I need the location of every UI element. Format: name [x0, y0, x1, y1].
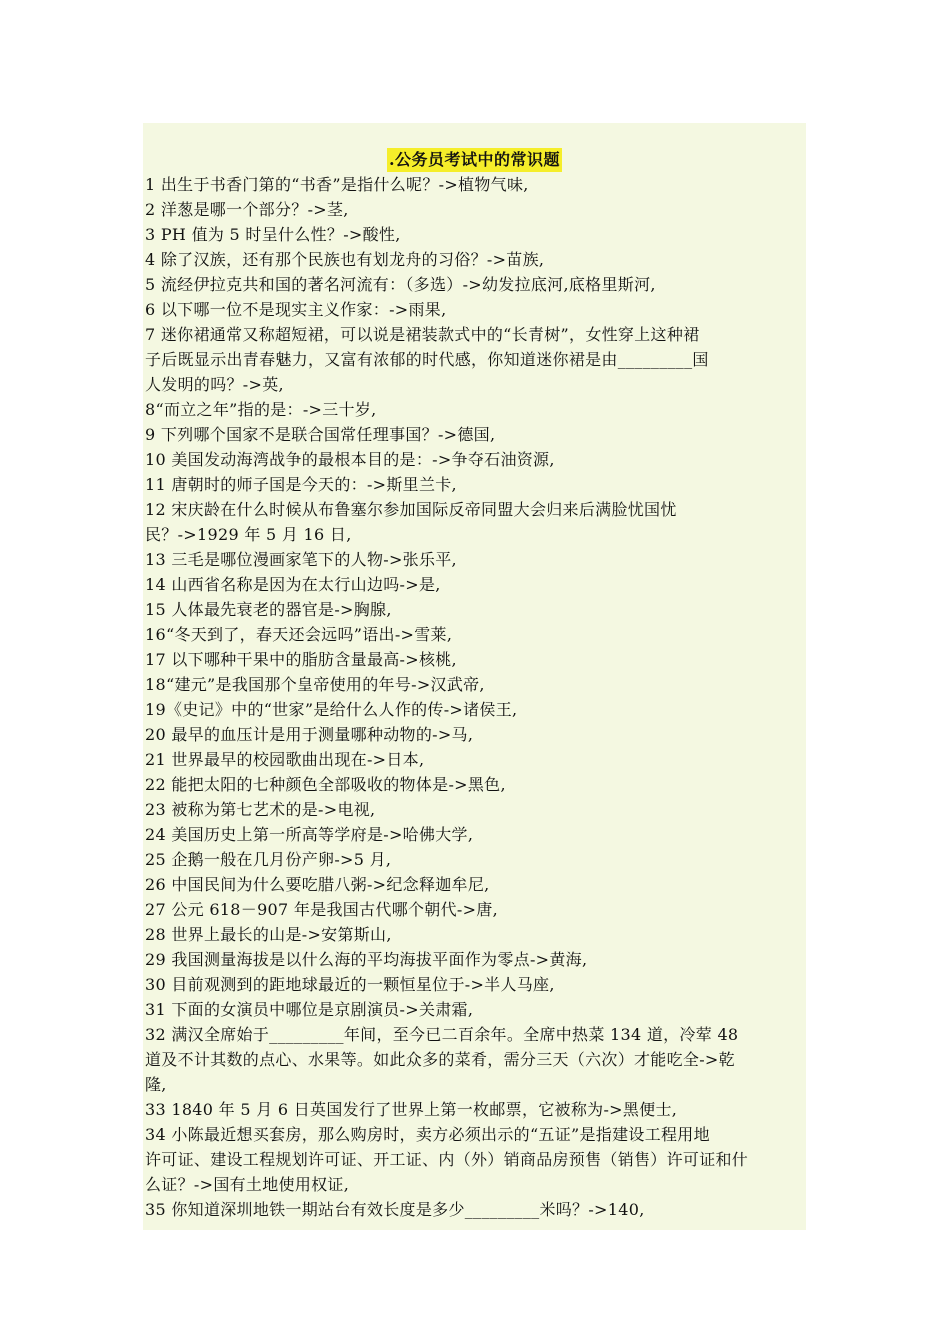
text-line: 7 迷你裙通常又称超短裙，可以说是裙装款式中的“长青树”，女性穿上这种裙 — [145, 325, 700, 344]
title-row — [143, 123, 806, 172]
text-line: 民？->1929 年 5 月 16 日, — [145, 525, 352, 544]
text-line: 24 美国历史上第一所高等学府是->哈佛大学, — [145, 825, 474, 844]
text-line: 34 小陈最近想买套房，那么购房时，卖方必须出示的“五证”是指建设工程用地 — [145, 1125, 710, 1144]
text-line: 13 三毛是哪位漫画家笔下的人物->张乐平, — [145, 550, 457, 569]
text-line: 31 下面的女演员中哪位是京剧演员->关肃霜, — [145, 1000, 474, 1019]
text-line: 6 以下哪一位不是现实主义作家：->雨果, — [145, 300, 447, 319]
text-line: 16“冬天到了，春天还会远吗”语出->雪莱, — [145, 625, 453, 644]
text-line: 8“而立之年”指的是：->三十岁, — [145, 400, 377, 419]
question-list — [143, 172, 806, 1222]
text-line: 30 目前观测到的距地球最近的一颗恒星位于->半人马座, — [145, 975, 555, 994]
page-title: .公务员考试中的常识题 — [387, 148, 562, 172]
text-line: 10 美国发动海湾战争的最根本目的是：->争夺石油资源, — [145, 450, 555, 469]
text-line: 3 PH 值为 5 时呈什么性？->酸性, — [145, 225, 401, 244]
text-line: 25 企鹅一般在几月份产卵->5 月, — [145, 850, 392, 869]
text-line: 27 公元 618－907 年是我国古代哪个朝代->唐, — [145, 900, 498, 919]
text-line: 21 世界最早的校园歌曲出现在->日本, — [145, 750, 425, 769]
text-line: 14 山西省名称是因为在太行山边吗->是, — [145, 575, 441, 594]
text-line: 20 最早的血压计是用于测量哪种动物的->马, — [145, 725, 474, 744]
text-line: 15 人体最先衰老的器官是->胸腺, — [145, 600, 392, 619]
text-line: 么证？->国有土地使用权证, — [145, 1175, 350, 1194]
text-line: 35 你知道深圳地铁一期站台有效长度是多少_________米吗？->140, — [145, 1200, 645, 1219]
text-line: 2 洋葱是哪一个部分？->茎, — [145, 200, 349, 219]
document-page — [143, 123, 806, 1230]
text-line: 17 以下哪种干果中的脂肪含量最高->核桃, — [145, 650, 457, 669]
text-line: 33 1840 年 5 月 6 日英国发行了世界上第一枚邮票，它被称为->黑便士, — [145, 1100, 678, 1119]
text-line: 22 能把太阳的七种颜色全部吸收的物体是->黑色, — [145, 775, 506, 794]
text-line: 子后既显示出青春魅力，又富有浓郁的时代感，你知道迷你裙是由_________国 — [145, 350, 709, 369]
text-line: 29 我国测量海拔是以什么海的平均海拔平面作为零点->黄海, — [145, 950, 588, 969]
text-line: 12 宋庆龄在什么时候从布鲁塞尔参加国际反帝同盟大会归来后满脸忧国忧 — [145, 500, 677, 519]
text-line: 1 出生于书香门第的“书香”是指什么呢？->植物气味, — [145, 175, 529, 194]
text-line: 人发明的吗？->英, — [145, 375, 284, 394]
text-line: 19《史记》中的“世家”是给什么人作的传->诸侯王, — [145, 700, 518, 719]
text-line: 32 满汉全席始于_________年间，至今已二百余年。全席中热菜 134 道，冷荤 48 — [145, 1025, 739, 1044]
text-line: 4 除了汉族，还有那个民族也有划龙舟的习俗？->苗族, — [145, 250, 545, 269]
text-line: 5 流经伊拉克共和国的著名河流有：（多选）->幼发拉底河,底格里斯河, — [145, 275, 656, 294]
text-line: 隆, — [145, 1075, 167, 1094]
text-line: 26 中国民间为什么要吃腊八粥->纪念释迦牟尼, — [145, 875, 490, 894]
text-line: 18“建元”是我国那个皇帝使用的年号->汉武帝, — [145, 675, 485, 694]
text-line: 11 唐朝时的师子国是今天的：->斯里兰卡, — [145, 475, 457, 494]
text-line: 许可证、建设工程规划许可证、开工证、内（外）销商品房预售（销售）许可证和什 — [145, 1150, 749, 1169]
text-line: 23 被称为第七艺术的是->电视, — [145, 800, 376, 819]
text-line: 28 世界上最长的山是->安第斯山, — [145, 925, 392, 944]
text-line: 道及不计其数的点心、水果等。如此众多的菜肴，需分三天（六次）才能吃全->乾 — [145, 1050, 735, 1069]
text-line: 9 下列哪个国家不是联合国常任理事国？->德国, — [145, 425, 496, 444]
